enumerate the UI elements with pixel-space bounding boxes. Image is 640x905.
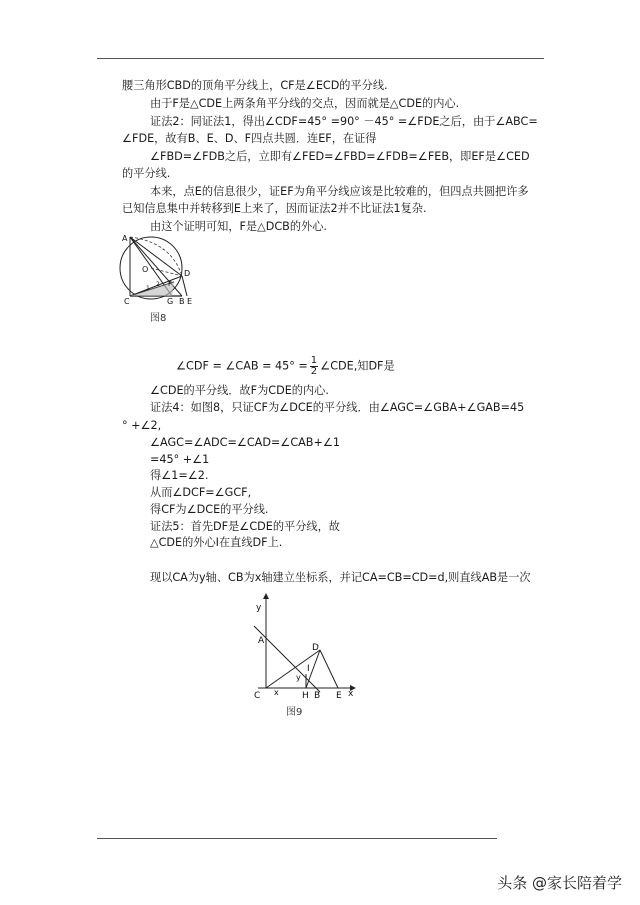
segment-AD bbox=[130, 237, 182, 276]
text-line: ∠AGC=∠ADC=∠CAD=∠CAB+∠1 bbox=[150, 436, 340, 449]
fraction-numerator: 1 bbox=[310, 355, 318, 366]
formula-left: ∠CDF = ∠CAB = 45° = bbox=[176, 359, 308, 373]
label-y1: y bbox=[296, 673, 301, 682]
label-A: A bbox=[258, 636, 265, 646]
fraction-denominator: 2 bbox=[310, 366, 318, 377]
figure-8-diagram bbox=[116, 232, 206, 312]
header-rule bbox=[97, 58, 544, 59]
footer-rule bbox=[97, 838, 497, 839]
segment-CD bbox=[266, 650, 320, 688]
label-E: E bbox=[336, 691, 342, 701]
text-line: ∠FDE，故有B、E、D、F四点共圆．连EF，在证得 bbox=[122, 132, 377, 145]
label-D: D bbox=[184, 269, 191, 278]
formula-right: ∠CDE,知DF是 bbox=[320, 359, 395, 373]
text-line: △CDE的外心I在直线DF上. bbox=[150, 536, 283, 549]
text-line: 已知信息集中并转移到E上来了，因而证法2并不比证法1复杂. bbox=[122, 202, 427, 215]
label-A: A bbox=[122, 234, 128, 243]
text-line: 本来，点E的信息很少，证EF为角平分线应该是比较难的，但四点共圆把许多 bbox=[150, 185, 529, 198]
label-B: B bbox=[179, 297, 185, 306]
figure-8-caption: 图8 bbox=[150, 313, 167, 324]
text-line: 得CF为∠DCE的平分线. bbox=[150, 503, 269, 516]
label-x: x bbox=[348, 689, 354, 699]
segment-DE bbox=[182, 276, 187, 296]
label-E: E bbox=[187, 297, 193, 306]
label-C: C bbox=[254, 691, 261, 701]
label-F: F bbox=[168, 280, 173, 288]
label-I: I bbox=[307, 664, 310, 674]
label-1: 1 bbox=[146, 285, 150, 292]
label-H: H bbox=[302, 691, 309, 701]
segment-DE bbox=[320, 650, 338, 688]
text-line: ∠FBD=∠FDB之后，立即有∠FED=∠FBD=∠FDB=∠FEB，即EF是∠CED bbox=[150, 150, 530, 163]
figure-9-caption: 图9 bbox=[286, 707, 303, 718]
text-line: 的平分线. bbox=[122, 167, 171, 180]
watermark-text: 头条 @家长陪着学 bbox=[497, 874, 622, 892]
formula-line bbox=[176, 356, 395, 377]
text-line: ∠CDE的平分线．故F为CDE的内心. bbox=[150, 384, 329, 397]
text-line: 从而∠DCF=∠GCF, bbox=[150, 486, 252, 499]
text-line: =45° +∠1 bbox=[150, 453, 210, 466]
text-line: 证法2：同证法1，得出∠CDF=45° =90° －45° =∠FDE之后，由于∠ABC= bbox=[150, 115, 538, 128]
text-line: 现以CA为y轴、CB为x轴建立坐标系，并记CA=CB=CD=d,则直线AB是一次 bbox=[150, 571, 531, 584]
figure-9-diagram bbox=[240, 588, 365, 703]
label-2: 2 bbox=[156, 281, 160, 288]
text-line: 由这个证明可知，F是△DCB的外心. bbox=[150, 220, 327, 233]
text-line: 腰三角形CBD的顶角平分线上，CF是∠ECD的平分线. bbox=[122, 79, 388, 92]
text-line: ° +∠2, bbox=[122, 419, 162, 432]
text-line: 得∠1=∠2. bbox=[150, 469, 209, 482]
label-B: B bbox=[314, 691, 321, 701]
label-G: G bbox=[167, 297, 174, 306]
label-O: O bbox=[142, 265, 149, 274]
label-C: C bbox=[124, 297, 130, 306]
label-y: y bbox=[256, 603, 262, 613]
text-line: 证法5：首先DF是∠CDE的平分线，故 bbox=[150, 520, 340, 533]
label-D: D bbox=[312, 643, 319, 653]
label-x1: x bbox=[274, 688, 279, 697]
text-line: 证法4：如图8，只证CF为∠DCE的平分线．由∠AGC=∠GBA+∠GAB=45 bbox=[150, 401, 525, 414]
fraction-one-half bbox=[310, 356, 318, 377]
text-line: 由于F是△CDE上两条角平分线的交点，因而就是△CDE的内心. bbox=[150, 97, 460, 110]
